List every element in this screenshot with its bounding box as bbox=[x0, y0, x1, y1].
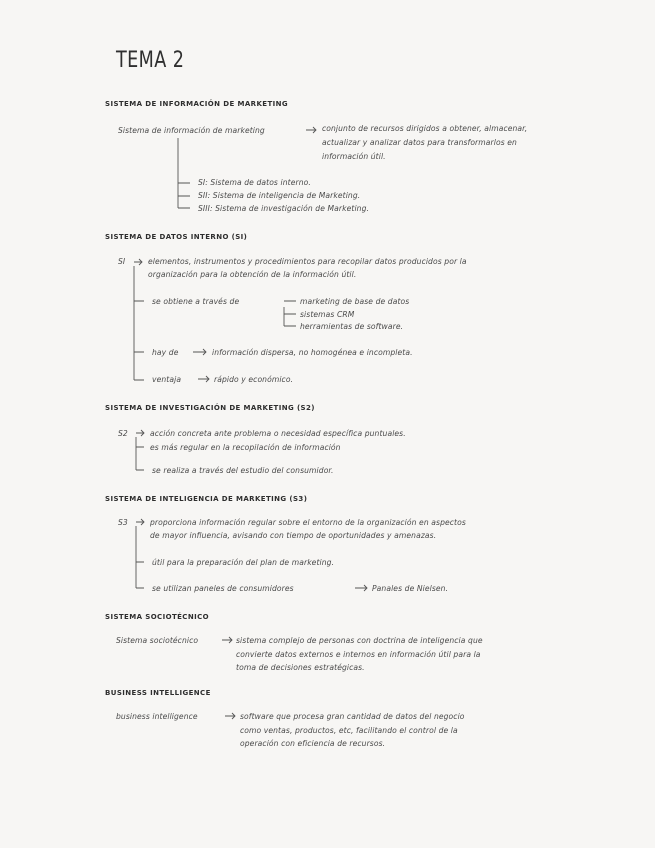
bi-def-line-3: operación con eficiencia de recursos. bbox=[240, 739, 386, 748]
s3-def-line-1: proporciona información regular sobre el entorno de la organización en aspectos bbox=[150, 518, 466, 527]
sim-item-2: SII: Sistema de inteligencia de Marketing. bbox=[198, 191, 361, 200]
bi-term: business intelligence bbox=[116, 712, 198, 721]
bi-def-line-1: software que procesa gran cantidad de datos del negocio bbox=[240, 712, 465, 721]
section-heading-bi: BUSINESS INTELLIGENCE bbox=[105, 689, 211, 697]
s2-line-2: es más regular en la recopilación de información bbox=[150, 443, 341, 452]
sim-def-line-2: actualizar y analizar datos para transformarlos en bbox=[322, 138, 517, 147]
s3-def-line-2: de mayor influencia, avisando con tiempo de oportunidades y amenazas. bbox=[150, 531, 437, 540]
socio-def-line-2: convierte datos externos e internos en información útil para la bbox=[236, 650, 481, 659]
sdi-ventaja-label: ventaja bbox=[152, 375, 182, 384]
s3-paneles: se utilizan paneles de consumidores bbox=[152, 584, 294, 593]
section-heading-s3: SISTEMA DE INTELIGENCIA DE MARKETING (S3) bbox=[105, 495, 308, 503]
sim-def-line-3: información útil. bbox=[322, 152, 386, 161]
sdi-obtain-item-3: herramientas de software. bbox=[300, 322, 404, 331]
sdi-label: SI bbox=[118, 257, 126, 266]
section-heading-sdi: SISTEMA DE DATOS INTERNO (SI) bbox=[105, 233, 248, 241]
section-heading-socio: SISTEMA SOCIOTÉCNICO bbox=[105, 613, 209, 621]
s2-line-1: acción concreta ante problema o necesidad específica puntuales. bbox=[150, 429, 406, 438]
socio-def-line-1: sistema complejo de personas con doctrina de inteligencia que bbox=[236, 636, 483, 645]
sdi-obtain-item-1: marketing de base de datos bbox=[300, 297, 410, 306]
sdi-obtain-label: se obtiene a través de bbox=[152, 297, 240, 306]
sdi-ventaja-value: rápido y económico. bbox=[214, 375, 294, 384]
bi-def-line-2: como ventas, productos, etc, facilitando el control de la bbox=[240, 726, 458, 735]
sim-def-line-1: conjunto de recursos dirigidos a obtener, almacenar, bbox=[322, 124, 528, 133]
sdi-hay-value: información dispersa, no homogénea e incompleta. bbox=[212, 348, 413, 357]
sdi-def-line-2: organización para la obtención de la información útil. bbox=[148, 270, 357, 279]
s3-paneles-result: Panales de Nielsen. bbox=[372, 584, 449, 593]
sim-term: Sistema de información de marketing bbox=[118, 126, 265, 135]
s3-label: S3 bbox=[118, 518, 128, 527]
socio-def-line-3: toma de decisiones estratégicas. bbox=[236, 663, 365, 672]
sim-item-3: SIII: Sistema de investigación de Marketing. bbox=[198, 204, 370, 213]
sdi-obtain-item-2: sistemas CRM bbox=[300, 310, 355, 319]
s2-label: S2 bbox=[118, 429, 128, 438]
s3-util: útil para la preparación del plan de marketing. bbox=[152, 558, 335, 567]
page-title: TEMA 2 bbox=[116, 48, 185, 73]
sdi-def-line-1: elementos, instrumentos y procedimientos para recopilar datos producidos por la bbox=[148, 257, 467, 266]
sim-item-1: SI: Sistema de datos interno. bbox=[198, 178, 311, 187]
s2-line-3: se realiza a través del estudio del consumidor. bbox=[152, 466, 334, 475]
socio-term: Sistema sociotécnico bbox=[116, 636, 199, 645]
sdi-hay-label: hay de bbox=[152, 348, 179, 357]
section-heading-s2: SISTEMA DE INVESTIGACIÓN DE MARKETING (S2) bbox=[105, 404, 315, 412]
section-heading-sim: SISTEMA DE INFORMACIÓN DE MARKETING bbox=[105, 100, 289, 108]
